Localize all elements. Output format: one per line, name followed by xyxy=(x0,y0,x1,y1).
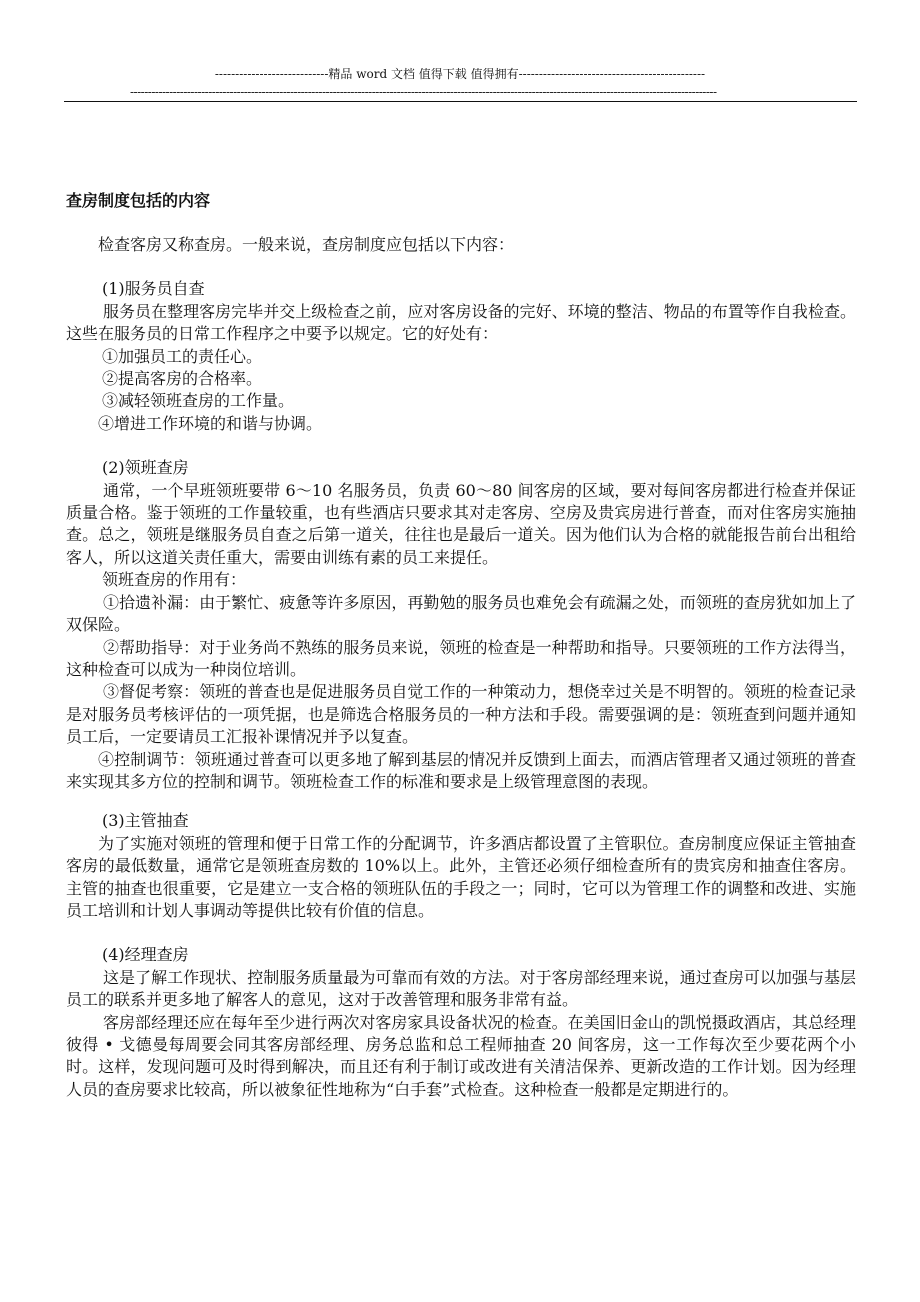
list-item: ④增进工作环境的和谐与协调。 xyxy=(98,413,323,433)
section-heading-supervisor-check: (2)领班查房 xyxy=(102,458,189,478)
section-heading-manager-spot-check: (3)主管抽查 xyxy=(102,811,189,831)
paragraph: 这是了解工作现状、控制服务质量最为可靠而有效的方法。对于客房部经理来说，通过查房可以加强与基层员工的联系并更多地了解客人的意见，这对于改善管理和服务非常有益。 xyxy=(66,967,856,1010)
header-rule xyxy=(64,101,857,102)
intro-paragraph: 检查客房又称查房。一般来说，查房制度应包括以下内容： xyxy=(98,235,515,254)
section-heading-manager-check: (4)经理查房 xyxy=(102,945,189,965)
document-body xyxy=(66,190,856,1101)
paragraph: 为了实施对领班的管理和便于日常工作的分配调节，许多酒店都设置了主管职位。查房制度应保证主管抽查客房的最低数量，通常它是领班查房数的 10%以上。此外，主管还必须仔细检查所有的贵宾房和抽查住客房。主管的抽查也很重要，它是建立一支合格的领班队伍的手段之一；同时，它可以为管理工作的调整和改进、实施员工培训和计划人事调动等提供比较有价值的信息。 xyxy=(66,833,856,920)
list-item: ③减轻领班查房的工作量。 xyxy=(102,391,295,411)
paragraph: 服务员在整理客房完毕并交上级检查之前，应对客房设备的完好、环境的整洁、物品的布置等作自我检查。这些在服务员的日常工作程序之中要予以规定。它的好处有： xyxy=(66,301,856,344)
list-item: ①拾遗补漏：由于繁忙、疲惫等许多原因，再勤勉的服务员也难免会有疏漏之处，而领班的查房犹如加上了双保险。 xyxy=(66,592,856,635)
list-item: ①加强员工的责任心。 xyxy=(102,346,263,366)
list-item: ②帮助指导：对于业务尚不熟练的服务员来说，领班的检查是一种帮助和指导。只要领班的工作方法得当，这种检查可以成为一种岗位培训。 xyxy=(66,637,856,679)
list-item: ③督促考察：领班的普查也是促进服务员自觉工作的一种策动力，想侥幸过关是不明智的。领班的检查记录是对服务员考核评估的一项凭据，也是筛选合格服务员的一种方法和手段。需要强调的是：领班查到问题并通知员工后，一定要请员工汇报补课情况并予以复查。 xyxy=(66,682,856,747)
document-title: 查房制度包括的内容 xyxy=(66,191,211,210)
paragraph: 通常，一个早班领班要带 6～10 名服务员，负责 60～80 间客房的区域，要对每间客房都进行检查并保证质量合格。鉴于领班的工作量较重，也有些酒店只要求其对走客房、空房及贵宾房进行普查，而对住客房实施抽查。总之，领班是继服务员自查之后第一道关，往往也是最后一道关。因为他们认为合格的就能报告前台出租给客人，所以这道关责任重大，需要由训练有素的员工来提任。 xyxy=(66,480,856,567)
paragraph: 客房部经理还应在每年至少进行两次对客房家具设备状况的检查。在美国旧金山的凯悦摄政酒店，其总经理彼得 • 戈德曼每周要会同其客房部经理、房务总监和总工程师抽查 20 间客房，这一工作每次至少要花两个小时。这样，发现问题可及时得到解决，而且还有利于制订或改进有关清洁保养、更新改造的工作计划。因为经理人员的查房要求比较高，所以被象征性地称为“白手套”式检查。这种检查一般都是定期进行的。 xyxy=(66,1012,856,1099)
list-item: ②提高客房的合格率。 xyxy=(102,369,263,389)
page-header-dash-line: --------------------------------------------------------------------------------------------------------------------------------------------------------------------- xyxy=(130,85,717,99)
page-header-line: ----------------------------精品 word 文档 值得下载 值得拥有---------------------------------------------- xyxy=(214,67,706,81)
paragraph: 领班查房的作用有： xyxy=(102,570,247,590)
list-item: ④控制调节：领班通过普查可以更多地了解到基层的情况并反馈到上面去，而酒店管理者又通过领班的普查来实现其多方位的控制和调节。领班检查工作的标准和要求是上级管理意图的表现。 xyxy=(66,749,856,791)
section-heading-self-check: (1)服务员自查 xyxy=(102,279,205,299)
